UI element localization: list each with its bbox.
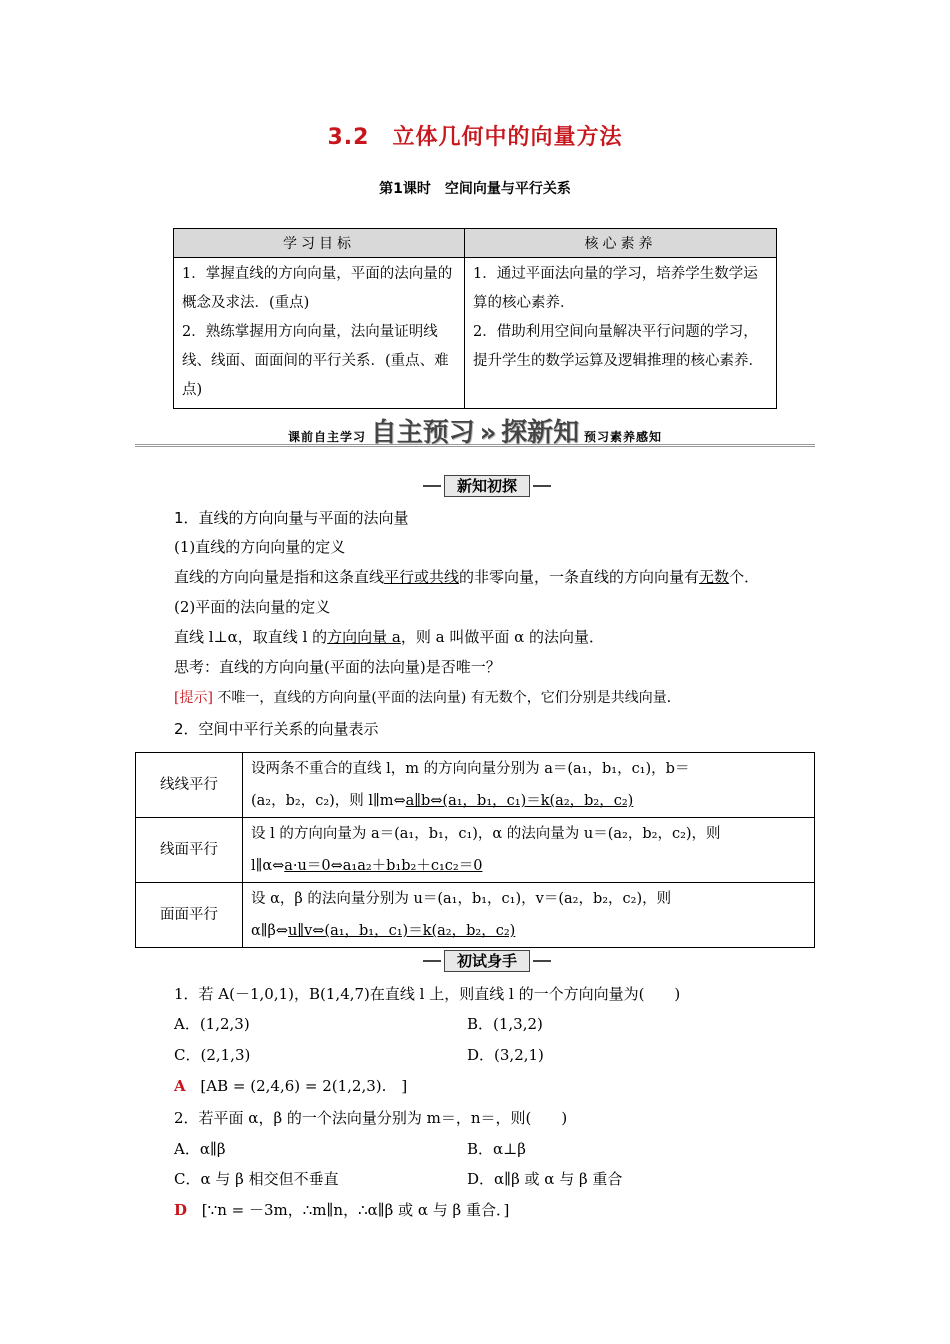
literacy-item: 2．借助利用空间向量解决平行问题的学习，提升学生的数学运算及逻辑推理的核心素养． bbox=[473, 324, 763, 369]
q2-stem: 2．若平面 α，β 的一个法向量分别为 m＝，n＝，则( ) bbox=[174, 1109, 568, 1127]
table-row bbox=[136, 818, 815, 883]
parallel-table bbox=[135, 752, 815, 948]
think-question: 思考：直线的方向向量(平面的法向量)是否唯一？ bbox=[174, 658, 501, 676]
row-key: 线线平行 bbox=[136, 753, 243, 818]
section1-heading: 1．直线的方向向量与平面的法向量 bbox=[174, 509, 409, 527]
row-line-2 bbox=[251, 850, 806, 882]
tag-try: 初试身手 bbox=[444, 950, 530, 972]
row-line-2-text: l∥α⇔ bbox=[251, 858, 285, 874]
def2-text-a: 直线 l⊥α，取直线 l 的 bbox=[174, 628, 328, 646]
def1-title: (1)直线的方向向量的定义 bbox=[174, 538, 346, 556]
row-value bbox=[243, 883, 815, 948]
row-line-1: 设 l 的方向向量为 a＝(a₁，b₁，c₁)，α 的法向量为 u＝(a₂，b₂，c₂)，则 bbox=[251, 826, 721, 842]
banner-title: 自主预习 bbox=[370, 418, 475, 448]
def1-text-b: 的非零向量，一条直线的方向向量有 bbox=[459, 568, 700, 586]
goals-header-right: 核心素养 bbox=[465, 229, 777, 258]
row-line-2-answer: u∥v⇔(a₁，b₁，c₁)＝k(a₂，b₂，c₂) bbox=[288, 923, 516, 939]
row-value bbox=[243, 818, 815, 883]
def1-text-c: 个． bbox=[729, 568, 760, 586]
hint-body: 不唯一，直线的方向向量(平面的法向量) 有无数个，它们分别是共线向量． bbox=[217, 690, 681, 706]
page-title: 3.2 立体几何中的向量方法 bbox=[327, 125, 623, 150]
row-line-2-answer: a∥b⇔(a₁，b₁，c₁)＝k(a₂，b₂，c₂) bbox=[405, 793, 634, 809]
lesson-subtitle: 第1课时 空间向量与平行关系 bbox=[379, 181, 571, 197]
row-line-2 bbox=[251, 785, 806, 817]
hint-text bbox=[174, 688, 681, 708]
row-key: 面面平行 bbox=[136, 883, 243, 948]
table-row bbox=[136, 883, 815, 948]
goals-table bbox=[173, 228, 777, 409]
q1-answer-letter: A bbox=[174, 1077, 186, 1095]
def1-answer-2: 无数 bbox=[699, 568, 730, 586]
q1-explanation: [AB = (2,4,6) = 2(1,2,3). ] bbox=[200, 1077, 408, 1095]
q2-option-c: C．α 与 β 相交但不垂直 bbox=[174, 1170, 339, 1188]
q2-answer bbox=[174, 1200, 509, 1220]
def1-text-a: 直线的方向向量是指和这条直线 bbox=[174, 568, 385, 586]
goal-item: 2．熟练掌握用方向向量，法向量证明线线、线面、面面间的平行关系．(重点、难点) bbox=[182, 324, 449, 398]
goals-left-cell bbox=[174, 258, 465, 409]
row-line-2-answer: a·u＝0⇔a₁a₂＋b₁b₂＋c₁c₂＝0 bbox=[284, 858, 483, 874]
q2-option-d: D．α∥β 或 α 与 β 重合 bbox=[467, 1170, 623, 1188]
row-key: 线面平行 bbox=[136, 818, 243, 883]
q2-option-b: B．α⊥β bbox=[467, 1140, 526, 1158]
def2-text bbox=[174, 627, 604, 647]
section2-heading: 2．空间中平行关系的向量表示 bbox=[174, 720, 379, 738]
goals-header-left: 学习目标 bbox=[174, 229, 465, 258]
tag-new-knowledge: 新知初探 bbox=[444, 475, 530, 497]
banner-right-text: 预习素养感知 bbox=[583, 430, 662, 444]
q1-stem: 1．若 A(－1,0,1)，B(1,4,7)在直线 l 上，则直线 l 的一个方向向量为( ) bbox=[174, 985, 681, 1003]
q2-option-a: A．α∥β bbox=[174, 1140, 226, 1158]
row-line-1: 设两条不重合的直线 l，m 的方向向量分别为 a＝(a₁，b₁，c₁)，b＝ bbox=[251, 761, 690, 777]
literacy-item: 1．通过平面法向量的学习，培养学生数学运算的核心素养． bbox=[473, 266, 758, 311]
hint-label: [提示] bbox=[174, 690, 213, 706]
banner-arrow-icon: » bbox=[479, 418, 497, 448]
table-row bbox=[136, 753, 815, 818]
banner-title-2: 探新知 bbox=[501, 418, 580, 448]
q1-answer bbox=[174, 1076, 407, 1096]
row-line-1: 设 α，β 的法向量分别为 u＝(a₁，b₁，c₁)，v＝(a₂，b₂，c₂)，则 bbox=[251, 891, 672, 907]
q1-option-c: C．(2,1,3) bbox=[174, 1046, 251, 1064]
row-line-2-text: α∥β⇔ bbox=[251, 923, 289, 939]
q1-option-a: A．(1,2,3) bbox=[174, 1015, 250, 1033]
row-line-2-text: (a₂，b₂，c₂)，则 l∥m⇔ bbox=[251, 793, 406, 809]
q1-option-b: B．(1,3,2) bbox=[467, 1015, 543, 1033]
q2-answer-letter: D bbox=[174, 1201, 188, 1219]
row-value bbox=[243, 753, 815, 818]
def2-title: (2)平面的法向量的定义 bbox=[174, 598, 331, 616]
q1-option-d: D．(3,2,1) bbox=[467, 1046, 544, 1064]
def1-answer-1: 平行或共线 bbox=[384, 568, 460, 586]
banner-left-text: 课前自主学习 bbox=[288, 430, 367, 444]
row-line-2 bbox=[251, 915, 806, 947]
goal-item: 1．掌握直线的方向向量，平面的法向量的概念及求法．(重点) bbox=[182, 266, 453, 311]
def1-text bbox=[174, 567, 759, 587]
goals-right-cell bbox=[465, 258, 777, 409]
def2-text-b: ，则 a 叫做平面 α 的法向量． bbox=[400, 628, 605, 646]
q2-explanation: [∵n = －3m，∴m∥n，∴α∥β 或 α 与 β 重合．] bbox=[201, 1201, 510, 1219]
def2-answer: 方向向量 a bbox=[327, 628, 401, 646]
banner-divider bbox=[135, 444, 815, 447]
